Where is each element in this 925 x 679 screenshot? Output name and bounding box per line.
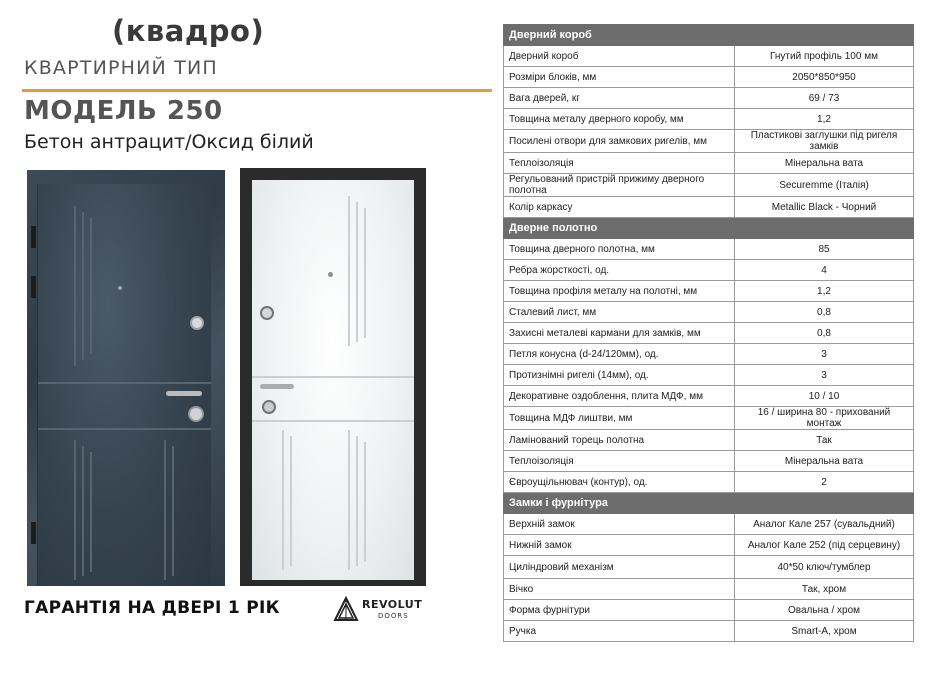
table-row: Форма фурнітури Овальна / хром (504, 600, 914, 621)
table-row: Товщина дверного полотна, мм 85 (504, 239, 914, 260)
section-header: Замки і фурнітура (504, 493, 914, 514)
table-row: Декоративне оздоблення, плита МДФ, мм 10 / 10 (504, 386, 914, 407)
section-header: Дверний короб (504, 25, 914, 46)
accent-divider (22, 89, 492, 92)
table-row: Товщина металу дверного коробу, мм 1,2 (504, 109, 914, 130)
door-outer-view-image (27, 170, 225, 586)
table-row: Ребра жорсткості, од. 4 (504, 260, 914, 281)
table-row: Протизнімні ригелі (14мм), од. 3 (504, 365, 914, 386)
brand-mark-icon (333, 596, 359, 622)
table-row: Ламінований торець полотна Так (504, 430, 914, 451)
table-row: Вага дверей, кг 69 / 73 (504, 88, 914, 109)
table-row: Посилені отвори для замкових ригелів, мм Пластикові заглушки під ригеля замків (504, 130, 914, 153)
table-row: Циліндровий механізм 40*50 ключ/тумблер (504, 556, 914, 579)
door-inner-panel (252, 180, 414, 580)
table-row: Петля конусна (d-24/120мм), од. 3 (504, 344, 914, 365)
brand-name: REVOLUT (362, 598, 423, 611)
table-row: Нижній замок Аналог Кале 252 (під серцевину) (504, 535, 914, 556)
table-row: Захисні металеві кармани для замків, мм 0,8 (504, 323, 914, 344)
table-row: Товщина профіля металу на полотні, мм 1,2 (504, 281, 914, 302)
table-row: Теплоізоляція Мінеральна вата (504, 153, 914, 174)
table-row: Розміри блоків, мм 2050*850*950 (504, 67, 914, 88)
warranty-text: ГАРАНТІЯ НА ДВЕРІ 1 РІК (24, 598, 280, 618)
door-outer-panel (37, 184, 211, 586)
model-title: МОДЕЛЬ 250 (24, 96, 223, 126)
brand-subtitle: DOORS (378, 612, 409, 620)
door-type-subtitle: КВАРТИРНИЙ ТИП (24, 57, 218, 79)
table-row: Вічко Так, хром (504, 579, 914, 600)
table-row: Верхній замок Аналог Кале 257 (сувальдний) (504, 514, 914, 535)
table-row: Сталевий лист, мм 0,8 (504, 302, 914, 323)
table-row: Ручка Smart-A, хром (504, 621, 914, 642)
model-color-name: Бетон антрацит/Оксид білий (24, 131, 314, 153)
table-row: Регульований пристрій прижиму дверного полотна Securemme (Італія) (504, 174, 914, 197)
model-variant-title: (квадро) (112, 14, 265, 48)
table-row: Євроущільнювач (контур), од. 2 (504, 472, 914, 493)
table-row: Колір каркасу Metallic Black - Чорний (504, 197, 914, 218)
door-inner-view-image (240, 168, 426, 586)
section-header: Дверне полотно (504, 218, 914, 239)
table-row: Товщина МДФ лиштви, мм 16 / ширина 80 - прихований монтаж (504, 407, 914, 430)
brand-logo (333, 596, 433, 626)
table-row: Дверний короб Гнутий профіль 100 мм (504, 46, 914, 67)
spec-table (503, 24, 914, 642)
table-row: Теплоізоляція Мінеральна вата (504, 451, 914, 472)
